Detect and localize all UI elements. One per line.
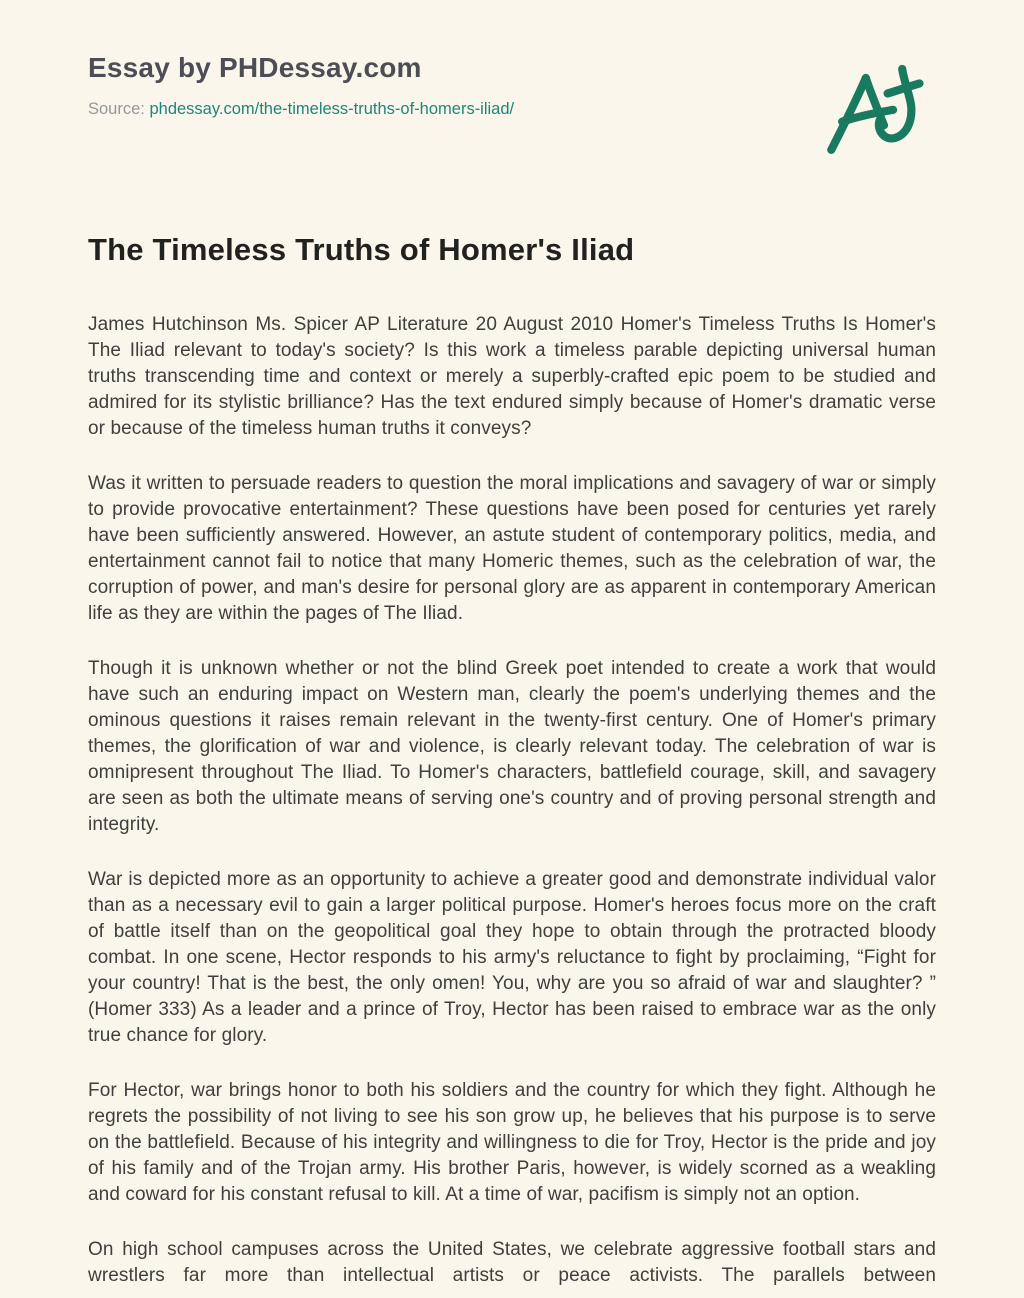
- page-header: [88, 48, 936, 160]
- site-title: Essay by PHDessay.com: [88, 52, 422, 83]
- a-plus-logo-icon: [824, 56, 924, 160]
- essay-paragraph: For Hector, war brings honor to both his soldiers and the country for which they fight. Although he regrets the possibility of not living to see his son grow up, he believes that his purpose is to serve on the battlefield. Because of his integrity and willingness to die for Troy, Hector is the pride and joy of his family and of the Trojan army. His brother Paris, however, is widely scorned as a weakling and coward for his constant refusal to kill. At a time of war, pacifism is simply not an option.: [88, 1080, 936, 1205]
- essay-title: The Timeless Truths of Homer's Iliad: [88, 232, 635, 267]
- essay-paragraph: Though it is unknown whether or not the blind Greek poet intended to create a work that would have such an enduring impact on Western man, clearly the poem's underlying themes and the ominous questions it raises remain relevant in the twenty-first century. One of Homer's primary themes, the glorification of war and violence, is clearly relevant today. The celebration of war is omnipresent throughout The Iliad. To Homer's characters, battlefield courage, skill, and savagery are seen as both the ultimate means of serving one's country and of proving personal strength and integrity.: [88, 658, 936, 835]
- essay-body: [88, 312, 936, 1289]
- source-label: Source:: [88, 100, 145, 118]
- header-text-block: [88, 48, 514, 119]
- essay-paragraph: War is depicted more as an opportunity to achieve a greater good and demonstrate individual valor than as a necessary evil to gain a larger political purpose. Homer's heroes focus more on the craft of battle itself than on the geopolitical goal they hope to obtain through the protracted bloody combat. In one scene, Hector responds to his army's reluctance to fight by proclaiming, “Fight for your country! That is the best, the only omen! You, why are you so afraid of war and slaughter? ” (Homer 333) As a leader and a prince of Troy, Hector has been raised to embrace war as the only true chance for glory.: [88, 869, 936, 1046]
- source-line: [88, 100, 514, 119]
- source-link[interactable]: phdessay.com/the-timeless-truths-of-homers-iliad/: [149, 100, 515, 118]
- essay-paragraph: James Hutchinson Ms. Spicer AP Literature 20 August 2010 Homer's Timeless Truths Is Homer's The Iliad relevant to today's society? Is this work a timeless parable depicting universal human truths transcending time and context or merely a superbly-crafted epic poem to be studied and admired for its stylistic brilliance? Has the text endured simply because of Homer's dramatic verse or because of the timeless human truths it conveys?: [88, 314, 936, 439]
- essay-paragraph: Was it written to persuade readers to question the moral implications and savagery of war or simply to provide provocative entertainment? These questions have been posed for centuries yet rarely have been sufficiently answered. However, an astute student of contemporary politics, media, and entertainment cannot fail to notice that many Homeric themes, such as the celebration of war, the corruption of power, and man's desire for personal glory are as apparent in contemporary American life as they are within the pages of The Iliad.: [88, 473, 936, 624]
- essay-paragraph-truncated: On high school campuses across the United States, we celebrate aggressive football stars and wrestlers far more than intellectual artists or peace activists. The parallels between: [88, 1239, 936, 1286]
